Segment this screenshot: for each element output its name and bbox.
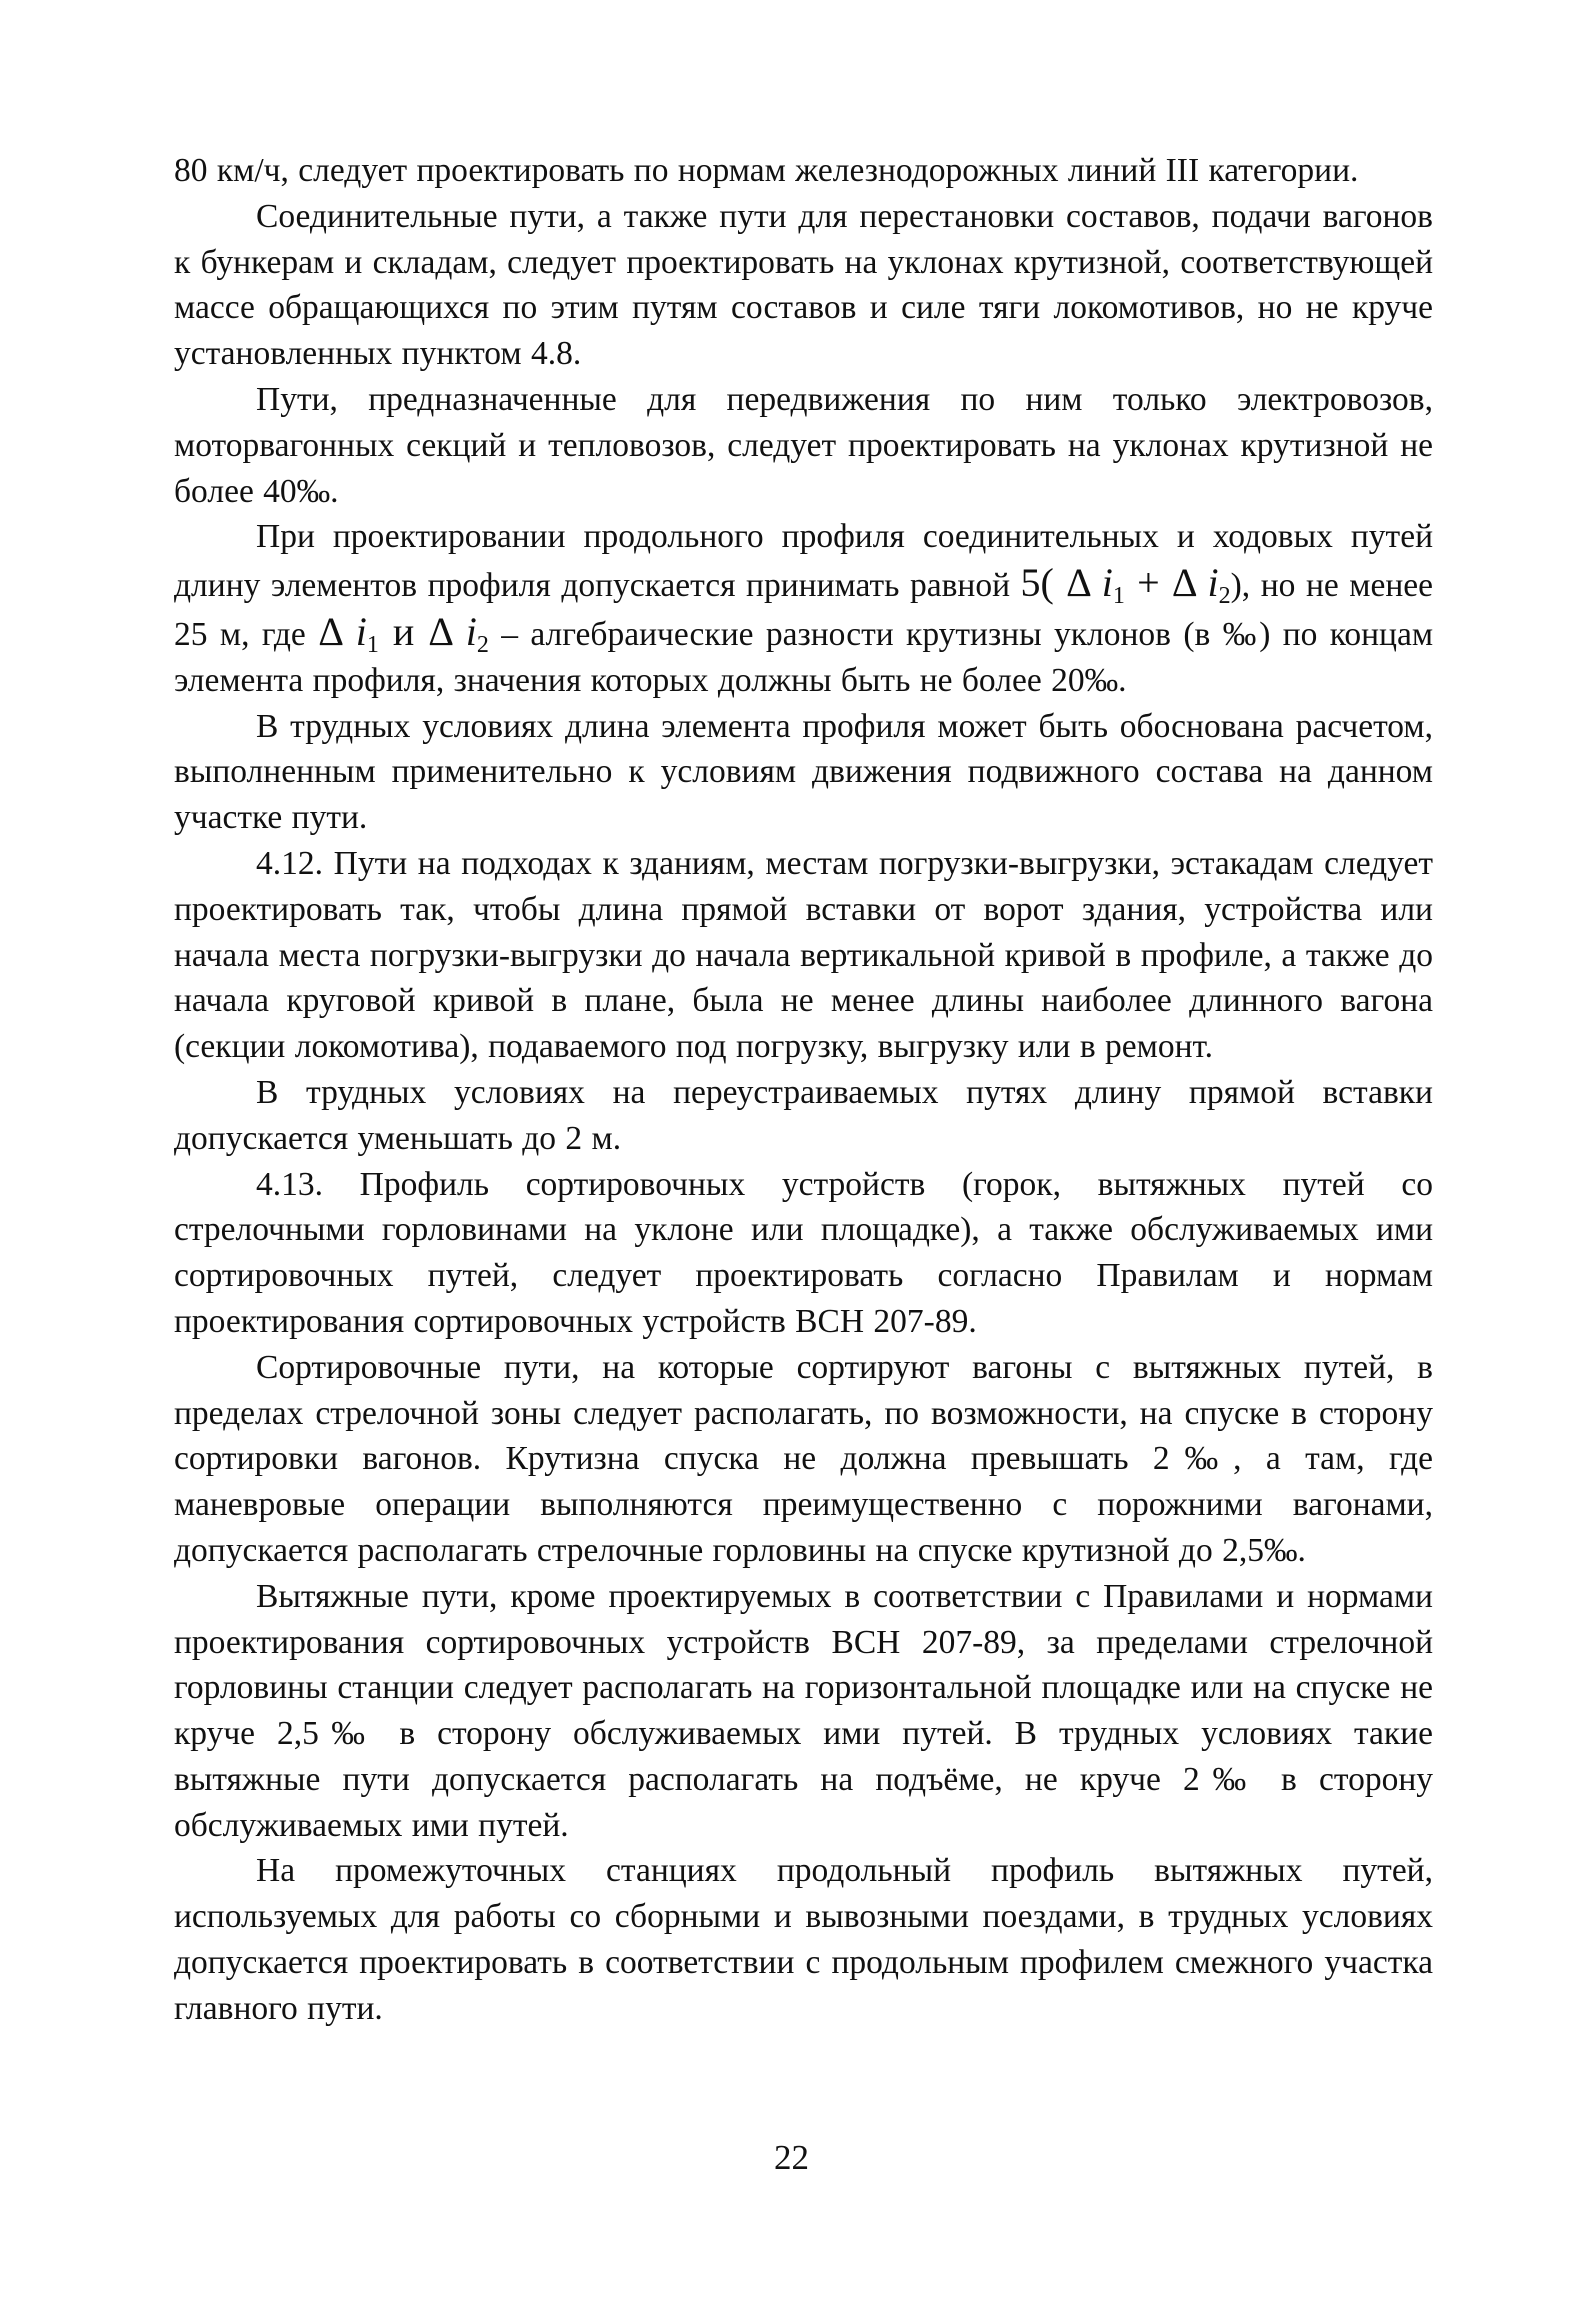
- paragraph-electric-locomotive-tracks: Пути, предназначенные для передвижения по ним только электровозов, моторвагонных секций и тепловозов, следует проектировать на уклонах крутизной не более 40‰.: [174, 380, 1433, 510]
- paragraph-connecting-tracks: Соединительные пути, а также пути для перестановки составов, подачи вагонов к бункерам и складам, следует проектировать на уклонах крутизной, соответствующей массе обращающихся по этим путям составов и силе тяги локомотивов, но не круче установленных пунктом 4.8.: [174, 197, 1433, 373]
- para4-start: При проектировании продольного профиля соединительных и ходовых путей длину элементов профиля допускается принимать равной: [174, 518, 1433, 605]
- para4-end: – алгебраические разности крутизны уклонов (в ‰) по концам элемента профиля, значения которых должны быть не более 20‰.: [174, 615, 1434, 699]
- paragraph-profile-elements: При проектировании продольного профиля соединительных и ходовых путей длину элементов профиля допускается принимать равной 5( Δ $i_1 + \Delta$ $i_2$), но не менее 25 м, где Δ $i_1$ и Δ $i_2$ – алгебраические разности крутизны уклонов (в ‰) по концам элемента профиля, значения которых должны быть не более 20‰.: [174, 518, 1434, 699]
- paragraph-continuation: 80 км/ч, следует проектировать по нормам железнодорожных линий III категории.: [174, 152, 1359, 189]
- paragraph-difficult-conditions: В трудных условиях длина элемента профиля может быть обоснована расчетом, выполненным применительно к условиям движения подвижного состава на данном участке пути.: [174, 707, 1433, 837]
- paragraph-4-13: 4.13. Профиль сортировочных устройств (горок, вытяжных путей со стрелочными горловинами на уклоне или площадке), а также обслуживаемых ими сортировочных путей, следует проектировать согласно Правилам и нормам проектирования сортировочных устройств ВСН 207-89.: [174, 1165, 1433, 1340]
- paragraph-shunting-tracks: Вытяжные пути, кроме проектируемых в соответствии с Правилами и нормами проектирования сортировочных устройств ВСН 207-89, за пределами стрелочной горловины станции следует располагать на горизонтальной площадке или на спуске не круче 2,5‰ в сторону обслуживаемых ими путей. В трудных условиях такие вытяжные пути допускается располагать на подъёме, не круче 2‰ в сторону обслуживаемых ими путей.: [174, 1577, 1433, 1844]
- page-number: 22: [774, 2138, 809, 2177]
- formula-inline: 5( Δ $i_1 + \Delta$ $i_2$: [1020, 560, 1231, 610]
- paragraph-sorting-tracks: Сортировочные пути, на которые сортируют вагоны с вытяжных путей, в пределах стрелочной зоны следует располагать, по возможности, на спуске в сторону сортировки вагонов. Крутизна спуска не должна превышать 2‰, а там, где маневровые операции выполняются преимущественно с порожними вагонами, допускается располагать стрелочные горловины на спуске крутизной до 2,5‰.: [174, 1348, 1433, 1569]
- paragraph-intermediate-stations: На промежуточных станциях продольный профиль вытяжных путей, используемых для работы со сборными и вывозными поездами, в трудных условиях допускается проектировать в соответствии с продольным профилем смежного участка главного пути.: [174, 1852, 1433, 2027]
- formula-delta-i1: Δ $i_1$ и Δ $i_2$: [318, 608, 489, 658]
- paragraph-4-12: 4.12. Пути на подходах к зданиям, местам погрузки-выгрузки, эстакадам следует проектировать так, чтобы длина прямой вставки от ворот здания, устройства или начала места погрузки-выгрузки до начала вертикальной кривой в профиле, а также до начала круговой кривой в плане, была не менее длины наиболее длинного вагона (секции локомотива), подаваемого под погрузку, выгрузку или в ремонт.: [174, 844, 1433, 1066]
- paragraph-straight-insert: В трудных условиях на переустраиваемых путях длину прямой вставки допускается уменьшать до 2 м.: [174, 1073, 1433, 1157]
